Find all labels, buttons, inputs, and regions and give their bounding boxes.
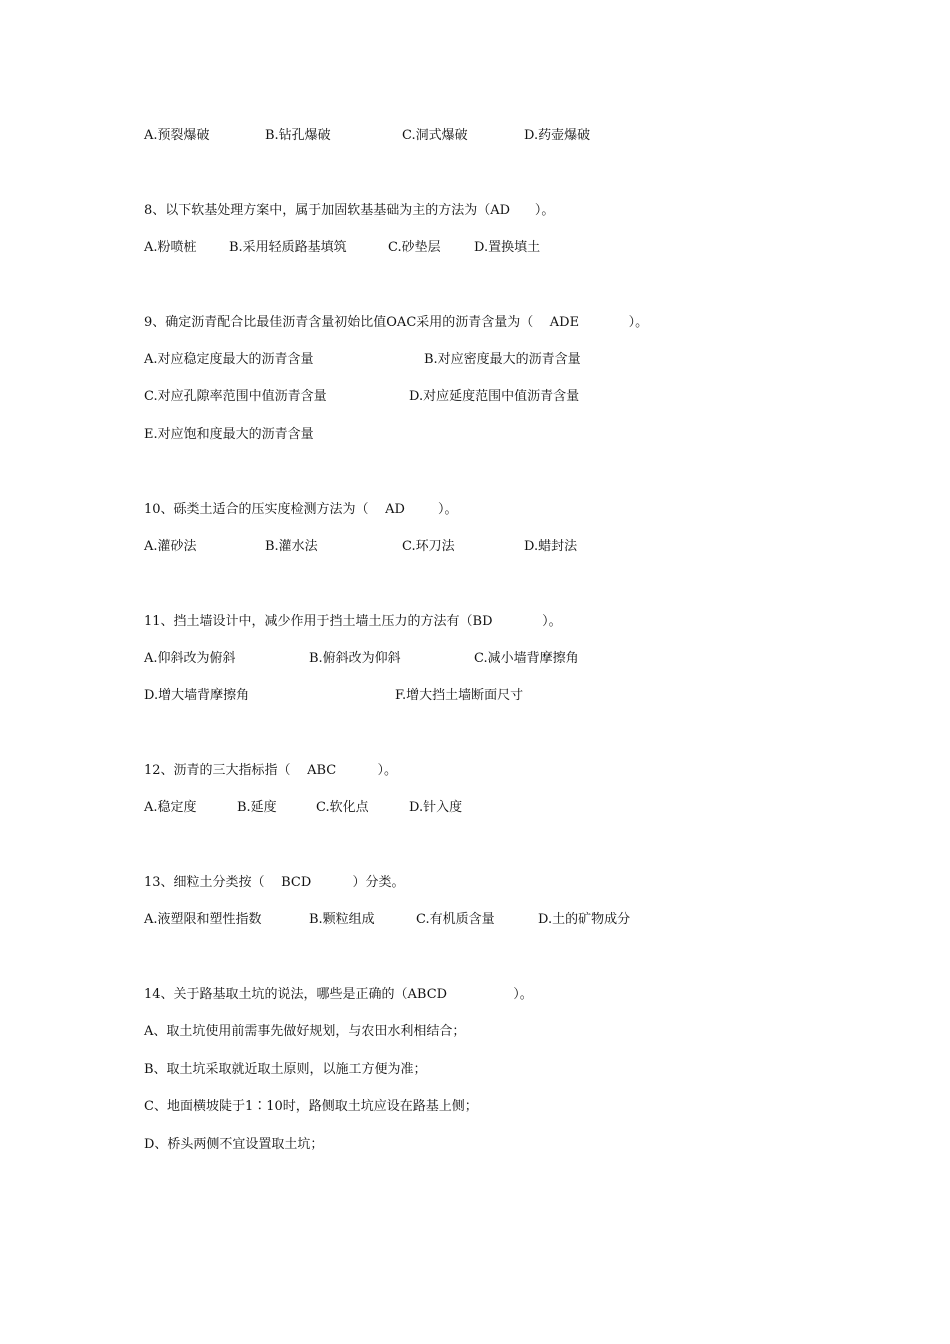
q9-option-d: D.对应延度范围中值沥青含量 bbox=[409, 389, 580, 404]
q13-option-b: B.颗粒组成 bbox=[309, 912, 375, 927]
q13-option-a: A.液塑限和塑性指数 bbox=[144, 912, 262, 927]
q10-option-c: C.环刀法 bbox=[402, 539, 455, 554]
q12-option-a: A.稳定度 bbox=[144, 800, 197, 815]
q9-option-b: B.对应密度最大的沥青含量 bbox=[424, 352, 581, 367]
q8-stem: 8、以下软基处理方案中，属于加固软基基础为主的方法为（AD ）。 bbox=[144, 203, 555, 218]
q12-stem: 12、沥青的三大指标指（ ABC ）。 bbox=[144, 763, 398, 778]
q7-option-c: C.洞式爆破 bbox=[402, 128, 468, 143]
q14-option-a: A、取土坑使用前需事先做好规划，与农田水利相结合； bbox=[144, 1024, 466, 1039]
q12-option-d: D.针入度 bbox=[409, 800, 463, 815]
q11-option-f: F.增大挡土墙断面尺寸 bbox=[395, 688, 524, 703]
q9-option-c: C.对应孔隙率范围中值沥青含量 bbox=[144, 389, 327, 404]
q7-option-b: B.钻孔爆破 bbox=[265, 128, 331, 143]
q10-stem: 10、砾类土适合的压实度检测方法为（ AD ）。 bbox=[144, 502, 458, 517]
q9-option-e: E.对应饱和度最大的沥青含量 bbox=[144, 427, 314, 442]
q8-option-a: A.粉喷桩 bbox=[144, 240, 197, 255]
q7-option-a: A.预裂爆破 bbox=[144, 128, 210, 143]
q10-option-a: A.灌砂法 bbox=[144, 539, 197, 554]
q13-stem: 13、细粒土分类按（ BCD ）分类。 bbox=[144, 875, 405, 890]
q11-option-a: A.仰斜改为俯斜 bbox=[144, 651, 236, 666]
q8-option-b: B.采用轻质路基填筑 bbox=[229, 240, 347, 255]
q11-stem: 11、挡土墙设计中，减少作用于挡土墙土压力的方法有（BD ）。 bbox=[144, 614, 562, 629]
q10-option-b: B.灌水法 bbox=[265, 539, 318, 554]
q14-option-b: B、取土坑采取就近取土原则，以施工方便为准； bbox=[144, 1062, 427, 1077]
q14-option-d: D、桥头两侧不宜设置取土坑； bbox=[144, 1137, 324, 1152]
q8-option-d: D.置换填土 bbox=[474, 240, 541, 255]
q11-option-b: B.俯斜改为仰斜 bbox=[309, 651, 401, 666]
q14-stem: 14、关于路基取土坑的说法，哪些是正确的（ABCD ）。 bbox=[144, 987, 533, 1002]
q9-stem: 9、确定沥青配合比最佳沥青含量初始比值OAC采用的沥青含量为（ ADE ）。 bbox=[144, 315, 649, 330]
q8-option-c: C.砂垫层 bbox=[388, 240, 441, 255]
q9-option-a: A.对应稳定度最大的沥青含量 bbox=[144, 352, 314, 367]
q13-option-c: C.有机质含量 bbox=[416, 912, 495, 927]
q11-option-c: C.减小墙背摩擦角 bbox=[474, 651, 579, 666]
q14-option-c: C、地面横坡陡于1∶10时，路侧取土坑应设在路基上侧； bbox=[144, 1099, 478, 1114]
q12-option-c: C.软化点 bbox=[316, 800, 369, 815]
q10-option-d: D.蜡封法 bbox=[524, 539, 578, 554]
q12-option-b: B.延度 bbox=[237, 800, 277, 815]
q7-option-d: D.药壶爆破 bbox=[524, 128, 591, 143]
q11-option-d: D.增大墙背摩擦角 bbox=[144, 688, 250, 703]
q13-option-d: D.土的矿物成分 bbox=[538, 912, 631, 927]
